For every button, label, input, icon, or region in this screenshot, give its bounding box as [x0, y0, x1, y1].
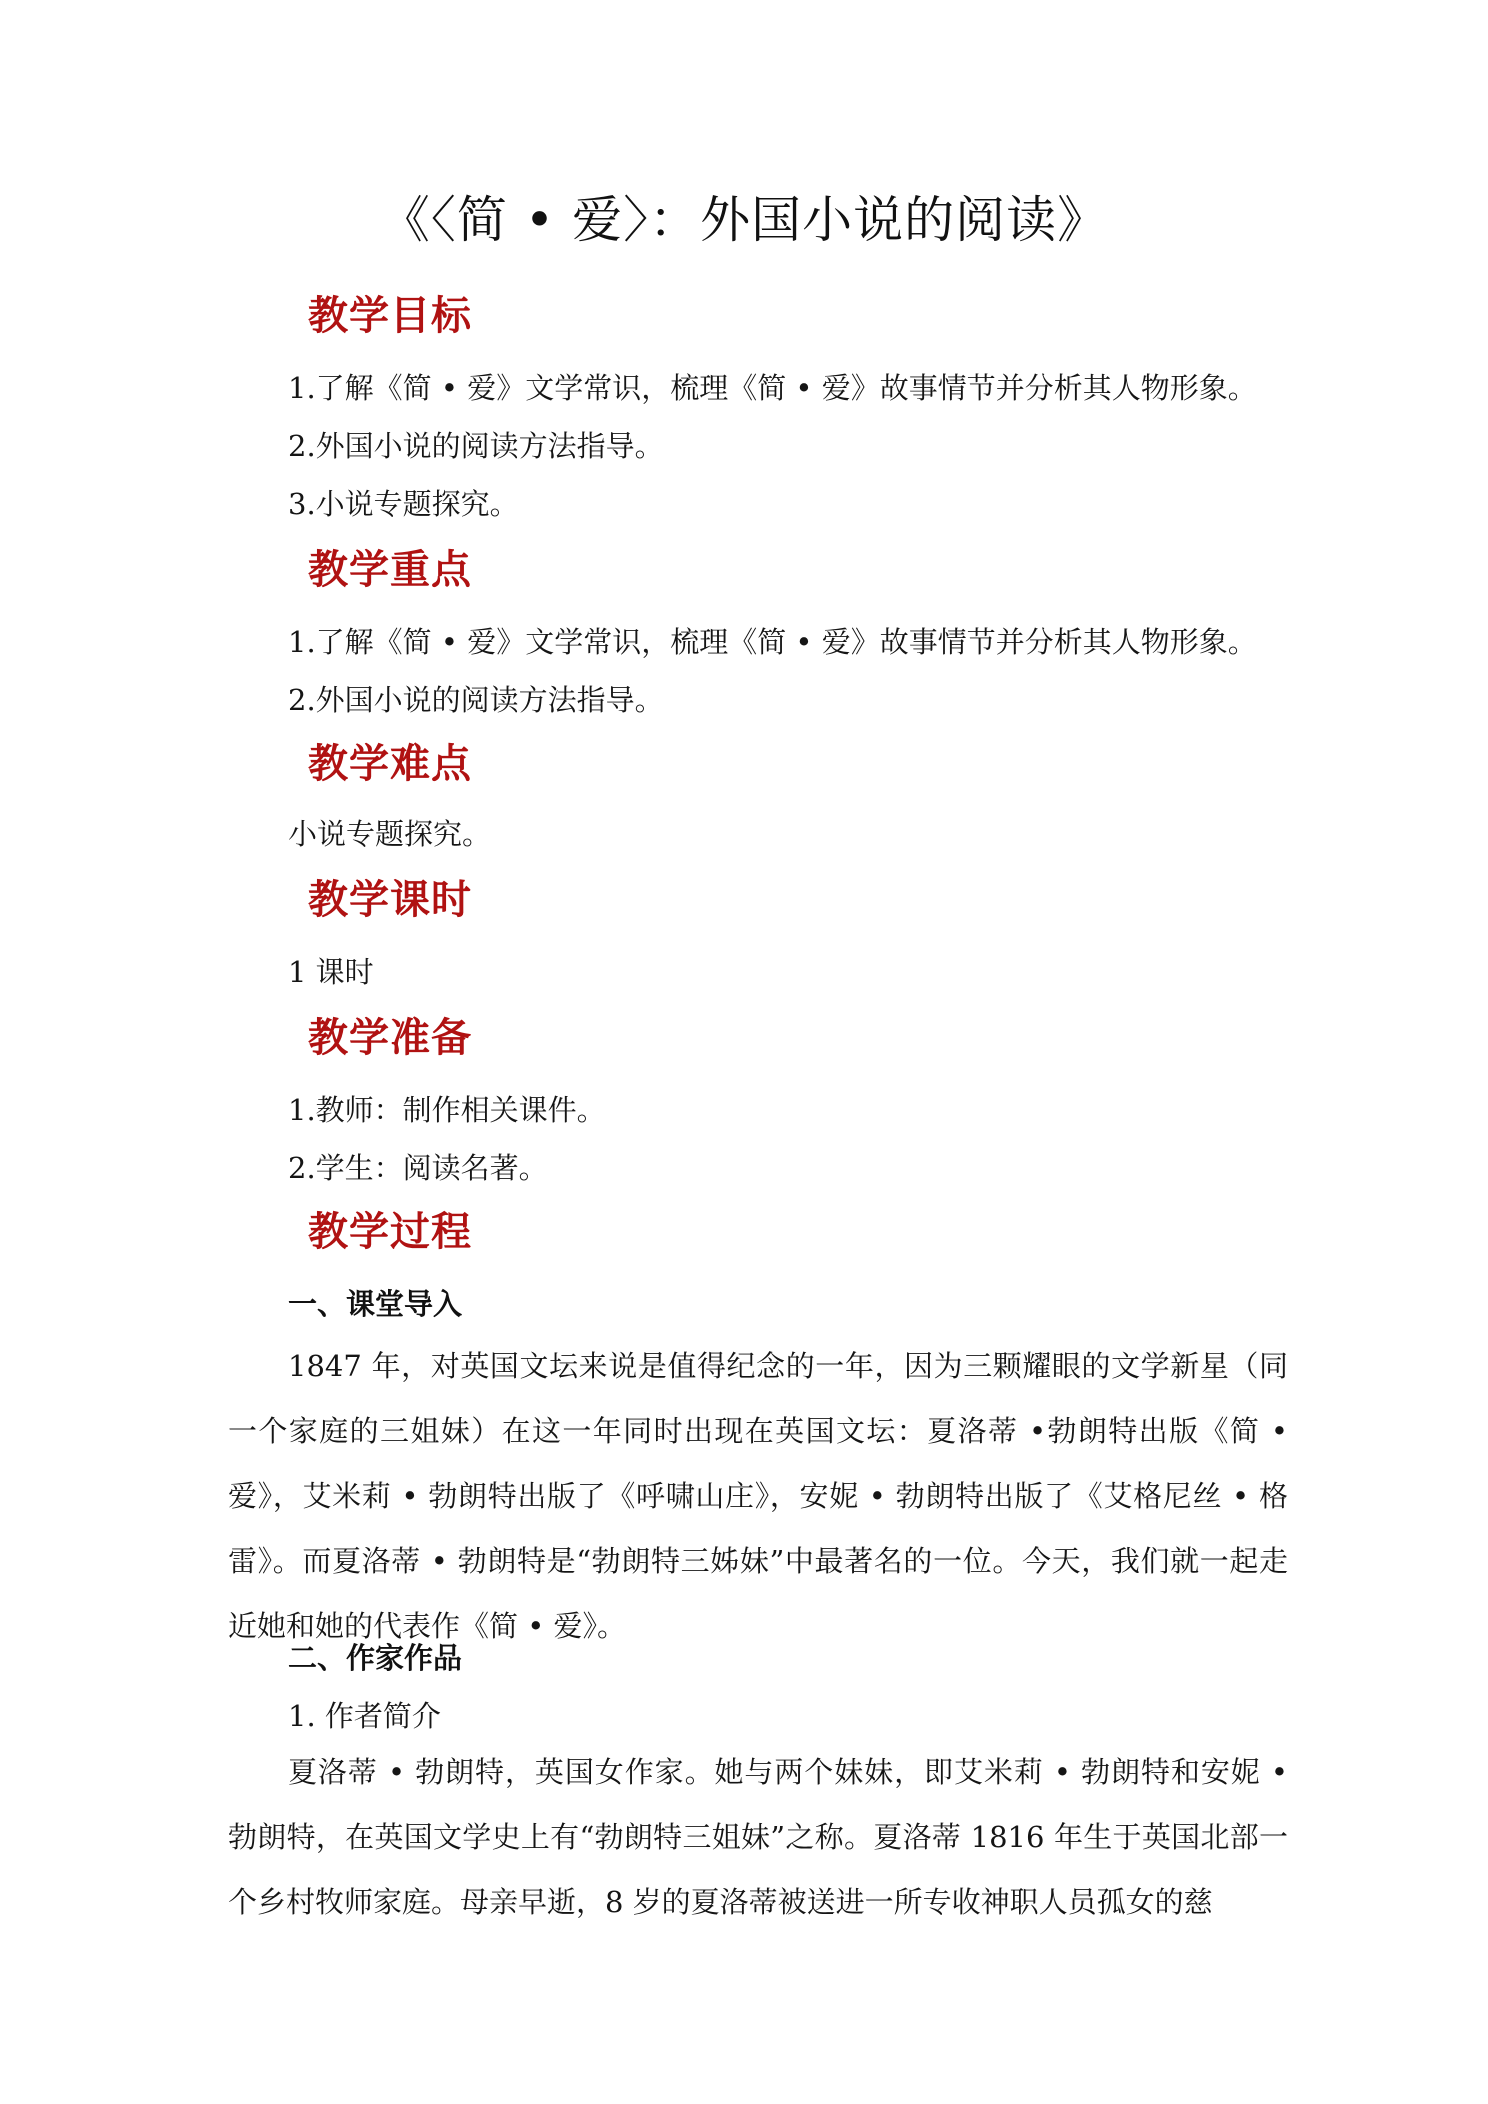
- section-heading-preparation: 教学准备: [308, 1014, 472, 1061]
- author-intro-subheading: 1. 作者简介: [288, 1699, 441, 1733]
- author-paragraph: 夏洛蒂 • 勃朗特，英国女作家。她与两个妹妹，即艾米莉 • 勃朗特和安妮 • 勃朗特，在英国文学史上有“勃朗特三姐妹”之称。夏洛蒂 1816 年生于英国北部一个乡村牧师家庭。母亲早逝，8 岁的夏洛蒂被送进一所专收神职人员孤女的慈: [228, 1755, 1288, 1919]
- objective-item: 3.小说专题探究。: [288, 487, 519, 521]
- section-heading-key-points: 教学重点: [308, 546, 472, 593]
- preparation-item: 1.教师：制作相关课件。: [288, 1093, 606, 1127]
- document-title: 《〈简 • 爱〉：外国小说的阅读》: [379, 191, 1109, 249]
- section-heading-difficulties: 教学难点: [308, 740, 472, 787]
- objective-item: 2.外国小说的阅读方法指导。: [288, 429, 664, 463]
- key-point-item: 2.外国小说的阅读方法指导。: [288, 683, 664, 717]
- intro-paragraph: 1847 年，对英国文坛来说是值得纪念的一年，因为三颗耀眼的文学新星（同一个家庭的三姐妹）在这一年同时出现在英国文坛：夏洛蒂 •勃朗特出版《简 •爱》，艾米莉 • 勃朗特出版了《呼啸山庄》，安妮 • 勃朗特出版了《艾格尼丝 • 格雷》。而夏洛蒂 • 勃朗特是“勃朗特三姊妹”中最著名的一位。今天，我们就一起走近她和她的代表作《简 • 爱》。: [228, 1349, 1288, 1643]
- objective-item: 1.了解《简 • 爱》文学常识，梳理《简 • 爱》故事情节并分析其人物形象。: [288, 371, 1257, 405]
- subheading-works: 二、作家作品: [288, 1641, 463, 1675]
- key-point-item: 1.了解《简 • 爱》文学常识，梳理《简 • 爱》故事情节并分析其人物形象。: [288, 625, 1257, 659]
- section-heading-objectives: 教学目标: [308, 292, 472, 339]
- difficulty-item: 小说专题探究。: [288, 817, 492, 851]
- subheading-intro: 一、课堂导入: [288, 1287, 463, 1321]
- preparation-item: 2.学生：阅读名著。: [288, 1151, 548, 1185]
- section-heading-process: 教学过程: [308, 1208, 472, 1255]
- class-hours-item: 1 课时: [288, 955, 374, 989]
- section-heading-class-hours: 教学课时: [308, 876, 472, 923]
